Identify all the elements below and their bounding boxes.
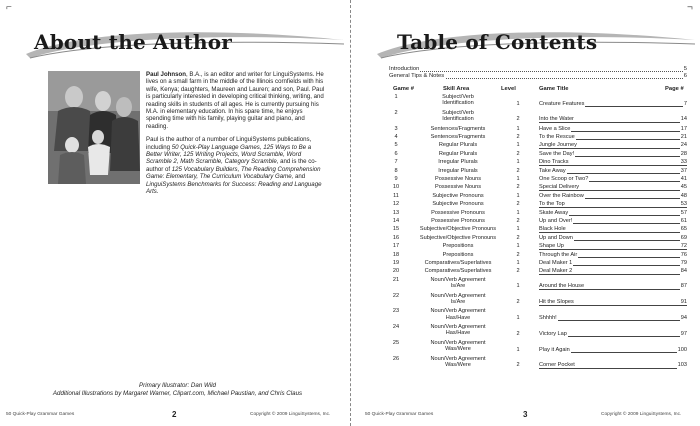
game-level: 2	[516, 134, 520, 140]
table-row	[389, 94, 687, 109]
game-entry	[539, 283, 687, 289]
game-title: Black Hole	[539, 226, 566, 233]
game-title: One Scoop or Two?	[539, 176, 589, 182]
corner-mark: ¬	[687, 2, 693, 13]
game-entry	[539, 331, 687, 337]
game-title: Skate Away	[539, 209, 569, 216]
game-entry	[539, 235, 687, 241]
game-level: 1	[516, 209, 520, 216]
skill-area-line: Comparatives/Superlatives	[424, 268, 492, 275]
game-entry	[539, 142, 687, 148]
game-entry	[539, 299, 687, 305]
game-title: Over the Rainbow	[539, 192, 584, 199]
game-title: Up and Over!	[539, 218, 573, 224]
table-row	[389, 184, 687, 192]
skill-area	[407, 260, 509, 266]
game-title: Into the Water	[539, 116, 574, 123]
game-level: 2	[516, 116, 520, 123]
game-entry	[539, 134, 687, 140]
book-titles: LinguiSystems Benchmarks for Success: Reading and Language Arts.	[146, 180, 322, 196]
table-row	[389, 159, 687, 167]
skill-area-line: Sentences/Fragments	[430, 125, 486, 132]
game-title: Through the Air	[539, 251, 578, 258]
game-number: 3	[394, 125, 398, 132]
skill-area-line: Noun/Verb Agreement	[430, 355, 486, 362]
game-number: 20	[392, 268, 400, 275]
skill-area	[407, 277, 509, 289]
author-photo	[48, 71, 140, 184]
game-level: 1	[516, 159, 520, 166]
skill-area-line: Regular Plurals	[438, 150, 478, 157]
toc-intro-page: 5	[683, 66, 687, 72]
table-row	[389, 243, 687, 251]
header-page-number: Page #	[665, 86, 684, 92]
game-number: 12	[392, 201, 400, 208]
game-page-number: 87	[680, 283, 687, 290]
skill-area-line: Identification	[442, 100, 474, 107]
skill-area-line: Noun/Verb Agreement	[430, 276, 486, 283]
game-entry	[539, 193, 687, 199]
bio-paragraph-2	[146, 136, 326, 195]
table-row	[389, 356, 687, 371]
skill-area	[407, 159, 509, 165]
table-row	[389, 277, 687, 292]
game-page-number: 91	[680, 299, 687, 306]
bio-text: Paul is the author of a number of LinguiSystems publications, including	[146, 136, 312, 151]
corner-mark: ⌐	[6, 2, 12, 13]
game-level: 2	[516, 184, 520, 191]
skill-area	[407, 243, 509, 249]
game-page-number: 79	[680, 260, 687, 266]
game-level: 2	[516, 218, 520, 224]
skill-area-line: Subjective Pronouns	[432, 201, 484, 208]
footer-book-title: 50 Quick-Play Grammar Games	[6, 412, 75, 417]
game-number: 4	[394, 134, 398, 140]
game-title: Corner Pocket	[539, 362, 575, 369]
skill-area-line: Irregular Plurals	[438, 167, 478, 174]
game-level: 1	[516, 142, 520, 149]
game-page-number: 7	[683, 100, 687, 107]
game-title: Dino Tracks	[539, 159, 569, 166]
table-row	[389, 218, 687, 226]
game-page-number: 76	[680, 251, 687, 258]
game-number: 11	[393, 192, 399, 199]
header-skill-area: Skill Area	[443, 86, 470, 92]
toc-intro-page: 6	[683, 73, 687, 79]
skill-area	[407, 252, 509, 258]
author-name: Paul Johnson	[146, 71, 186, 78]
skill-area	[407, 218, 509, 224]
page-title: About the Author	[34, 30, 232, 54]
game-page-number: 14	[680, 116, 687, 123]
game-entry	[539, 315, 687, 321]
table-row	[389, 226, 687, 234]
game-number: 21	[392, 276, 400, 283]
toc-intro-item	[389, 66, 687, 73]
skill-area	[407, 210, 509, 216]
table-row	[389, 193, 687, 201]
skill-area-line: Prepositions	[442, 251, 474, 258]
game-entry	[539, 218, 687, 224]
game-number: 22	[392, 292, 400, 299]
table-row	[389, 293, 687, 308]
skill-area	[407, 176, 509, 182]
game-entry	[539, 168, 687, 174]
game-level: 1	[516, 176, 520, 182]
game-title: To the Top	[539, 201, 565, 208]
table-row	[389, 168, 687, 176]
page-title: Table of Contents	[397, 30, 598, 54]
game-entry	[539, 268, 687, 274]
footer-copyright: Copyright © 2009 LinguiSystems, Inc.	[250, 412, 331, 417]
game-number: 9	[394, 176, 398, 182]
game-level: 2	[516, 150, 520, 157]
bio-text: , B.A., is an editor and writer for LinguiSystems. He lives on a small farm in the middle of the Illinois cornfields with his wife, Kenya; daughters, Maureen and Lauren; and son, Paul. Paul is particularly interested in developing critical thinking, writing, and reading skills in students of all ages. He is currently pursuing his M.A. in elementary education. In his spare time, he enjoys spending time with his family, playing guitar and piano, and reading.	[146, 71, 325, 130]
illustrator-credits	[20, 382, 335, 398]
skill-area-line: Subjective/Objective Pronouns	[419, 226, 497, 233]
skill-area	[407, 168, 509, 174]
page-number: 2	[172, 410, 177, 419]
game-title: Shape Up	[539, 243, 564, 250]
skill-area	[407, 226, 509, 232]
skill-area	[407, 324, 509, 336]
skill-area	[407, 356, 509, 368]
table-row	[389, 235, 687, 243]
game-page-number: 41	[680, 176, 687, 182]
game-level: 1	[516, 100, 520, 107]
table-row	[389, 268, 687, 276]
game-entry	[539, 184, 687, 190]
game-page-number: 28	[680, 150, 687, 157]
game-number: 18	[392, 251, 400, 258]
skill-area	[407, 308, 509, 320]
game-entry	[539, 151, 687, 157]
game-title: Shhhh!	[539, 314, 557, 321]
skill-area	[407, 340, 509, 352]
game-entry	[539, 226, 687, 232]
additional-illustrators: Additional Illustrations by Margaret Warner, Clipart.com, Michael Paustian, and Chris Claus	[52, 390, 303, 397]
toc-intro-item	[389, 73, 687, 80]
game-title: Up and Down	[539, 234, 573, 241]
skill-area	[407, 126, 509, 132]
game-title: Play it Again	[539, 346, 570, 353]
game-entry	[539, 159, 687, 165]
skill-area	[407, 268, 509, 274]
game-level: 1	[516, 226, 520, 233]
skill-area	[407, 293, 509, 305]
skill-area-line: Subjective Pronouns	[432, 192, 484, 199]
game-number: 7	[394, 159, 398, 166]
table-row	[389, 142, 687, 150]
skill-area-line: Has/Have	[445, 330, 471, 337]
game-page-number: 57	[680, 209, 687, 216]
skill-area-line: Possessive Pronouns	[431, 209, 485, 216]
game-number: 8	[394, 167, 398, 174]
author-bio	[146, 71, 326, 202]
game-level: 2	[516, 268, 520, 275]
game-number: 23	[392, 308, 400, 315]
skill-area-line: Subjective/Objective Pronouns	[419, 234, 497, 241]
game-page-number: 84	[680, 268, 687, 275]
game-page-number: 21	[680, 134, 687, 140]
game-level: 1	[516, 346, 520, 353]
game-entry	[539, 362, 687, 368]
game-entry	[539, 252, 687, 258]
skill-area-line: Has/Have	[445, 314, 471, 321]
skill-area-line: Sentences/Fragments	[430, 134, 486, 140]
skill-area	[407, 142, 509, 148]
toc-intro-label: General Tips & Notes	[389, 73, 445, 79]
game-level: 1	[516, 192, 520, 199]
game-title: Deal Maker 1	[539, 260, 573, 266]
skill-area	[407, 110, 509, 122]
game-entry	[539, 243, 687, 249]
game-page-number: 103	[677, 362, 687, 369]
skill-area-line: Noun/Verb Agreement	[430, 324, 486, 331]
skill-area	[407, 151, 509, 157]
game-level: 2	[516, 201, 520, 208]
primary-illustrator: Primary Illustrator: Dan Wild	[139, 382, 216, 389]
game-title: Have a Slice	[539, 125, 571, 132]
game-entry	[539, 210, 687, 216]
page-number: 3	[523, 410, 528, 419]
game-page-number: 94	[680, 314, 687, 321]
game-number: 6	[394, 150, 398, 157]
skill-area-line: Comparatives/Superlatives	[424, 260, 492, 266]
skill-area-line: Noun/Verb Agreement	[430, 340, 486, 346]
skill-area-line: Possessive Pronouns	[431, 218, 485, 224]
game-page-number: 53	[680, 201, 687, 208]
skill-area-line: Is/Are	[450, 298, 466, 305]
game-number: 1	[394, 94, 398, 100]
game-number: 26	[392, 355, 400, 362]
skill-area-line: Is/Are	[450, 283, 466, 289]
game-page-number: 24	[680, 142, 687, 149]
header-game-number: Game #	[393, 86, 414, 92]
game-entry	[539, 347, 687, 353]
skill-area	[407, 94, 509, 106]
game-number: 24	[392, 324, 400, 331]
table-row	[389, 134, 687, 142]
table-row	[389, 308, 687, 323]
skill-area-line: Regular Plurals	[438, 142, 478, 149]
table-row	[389, 324, 687, 339]
game-entry	[539, 260, 687, 266]
game-page-number: 33	[680, 159, 687, 166]
skill-area	[407, 201, 509, 207]
table-row	[389, 110, 687, 125]
game-title: To the Rescue	[539, 134, 575, 140]
game-level: 1	[516, 283, 520, 290]
game-entry	[539, 101, 687, 107]
game-entry	[539, 126, 687, 132]
game-page-number: 37	[680, 167, 687, 174]
game-page-number: 45	[680, 184, 687, 191]
table-row	[389, 151, 687, 159]
bio-text: and is the co-author of	[146, 158, 317, 173]
toc-intro-label: Introduction	[389, 66, 420, 72]
game-title: Hit the Slopes	[539, 299, 574, 306]
header-game-title: Game Title	[539, 86, 569, 92]
game-number: 10	[392, 184, 400, 191]
game-level: 1	[516, 314, 520, 321]
skill-area	[407, 235, 509, 241]
skill-area-line: Irregular Plurals	[438, 159, 478, 166]
game-level: 2	[516, 362, 520, 369]
table-row	[389, 210, 687, 218]
game-level: 2	[516, 251, 520, 258]
game-number: 17	[392, 243, 400, 250]
game-level: 2	[516, 299, 520, 306]
book-titles: 125 Vocabulary Builders, The Reading Comprehension Game: Elementary, The Curriculum Vocabulary Game,	[146, 165, 321, 181]
game-title: Creature Features	[539, 100, 585, 107]
table-row	[389, 340, 687, 355]
game-page-number: 69	[680, 234, 687, 241]
game-level: 1	[516, 260, 520, 266]
skill-area-line: Noun/Verb Agreement	[430, 308, 486, 315]
right-page	[351, 0, 700, 426]
game-page-number: 65	[680, 226, 687, 233]
table-row	[389, 252, 687, 260]
game-title: Deal Maker 2	[539, 268, 573, 275]
game-number: 14	[392, 218, 400, 224]
game-level: 1	[516, 243, 520, 250]
skill-area-line: Subject/Verb	[442, 109, 474, 116]
skill-area-line: Prepositions	[442, 243, 474, 250]
skill-area-line: Possessive Nouns	[434, 184, 481, 191]
game-level: 2	[516, 234, 520, 241]
game-title: Around the House	[539, 283, 585, 290]
skill-area-line: Possessive Nouns	[434, 176, 481, 182]
book-titles: 50 Quick-Play Language Games, 125 Ways to Be a Better Writer, 125 Writing Projects, Word Scramble, Word Scramble 2, Math Scramble, Category Scramble,	[146, 143, 312, 166]
game-number: 15	[392, 226, 400, 233]
table-row	[389, 201, 687, 209]
game-number: 25	[392, 340, 400, 346]
game-level: 2	[516, 330, 520, 337]
game-title: Special Delivery	[539, 184, 580, 191]
table-row	[389, 260, 687, 268]
game-page-number: 17	[680, 125, 687, 132]
game-title: Save the Day!	[539, 150, 575, 157]
bio-paragraph-1	[146, 71, 326, 130]
game-title: Victory Lap	[539, 330, 567, 337]
skill-area-line: Subject/Verb	[442, 94, 474, 100]
game-page-number: 97	[680, 330, 687, 337]
game-number: 19	[392, 260, 400, 266]
game-page-number: 72	[680, 243, 687, 250]
game-title: Take Away	[539, 167, 566, 174]
game-number: 5	[394, 142, 398, 149]
table-row	[389, 126, 687, 134]
game-entry	[539, 176, 687, 182]
game-number: 13	[392, 209, 400, 216]
skill-area-line: Was/Were	[445, 346, 471, 353]
game-level: 2	[516, 167, 520, 174]
game-page-number: 48	[680, 192, 687, 199]
game-entry	[539, 201, 687, 207]
game-title: Jungle Journey	[539, 142, 577, 149]
skill-area	[407, 134, 509, 140]
footer-copyright: Copyright © 2009 LinguiSystems, Inc.	[601, 412, 682, 417]
header-level: Level	[501, 86, 516, 92]
skill-area-line: Identification	[442, 116, 474, 122]
bio-text: and	[293, 173, 306, 181]
table-row	[389, 176, 687, 184]
skill-area-line: Was/Were	[445, 362, 471, 368]
skill-area-line: Noun/Verb Agreement	[430, 292, 486, 299]
game-number: 2	[394, 109, 398, 116]
game-entry	[539, 116, 687, 122]
game-level: 1	[516, 125, 520, 132]
skill-area	[407, 184, 509, 190]
footer-book-title: 50 Quick-Play Grammar Games	[365, 412, 434, 417]
game-page-number: 100	[677, 346, 687, 353]
game-number: 16	[392, 234, 400, 241]
game-page-number: 61	[680, 218, 687, 224]
skill-area	[407, 193, 509, 199]
